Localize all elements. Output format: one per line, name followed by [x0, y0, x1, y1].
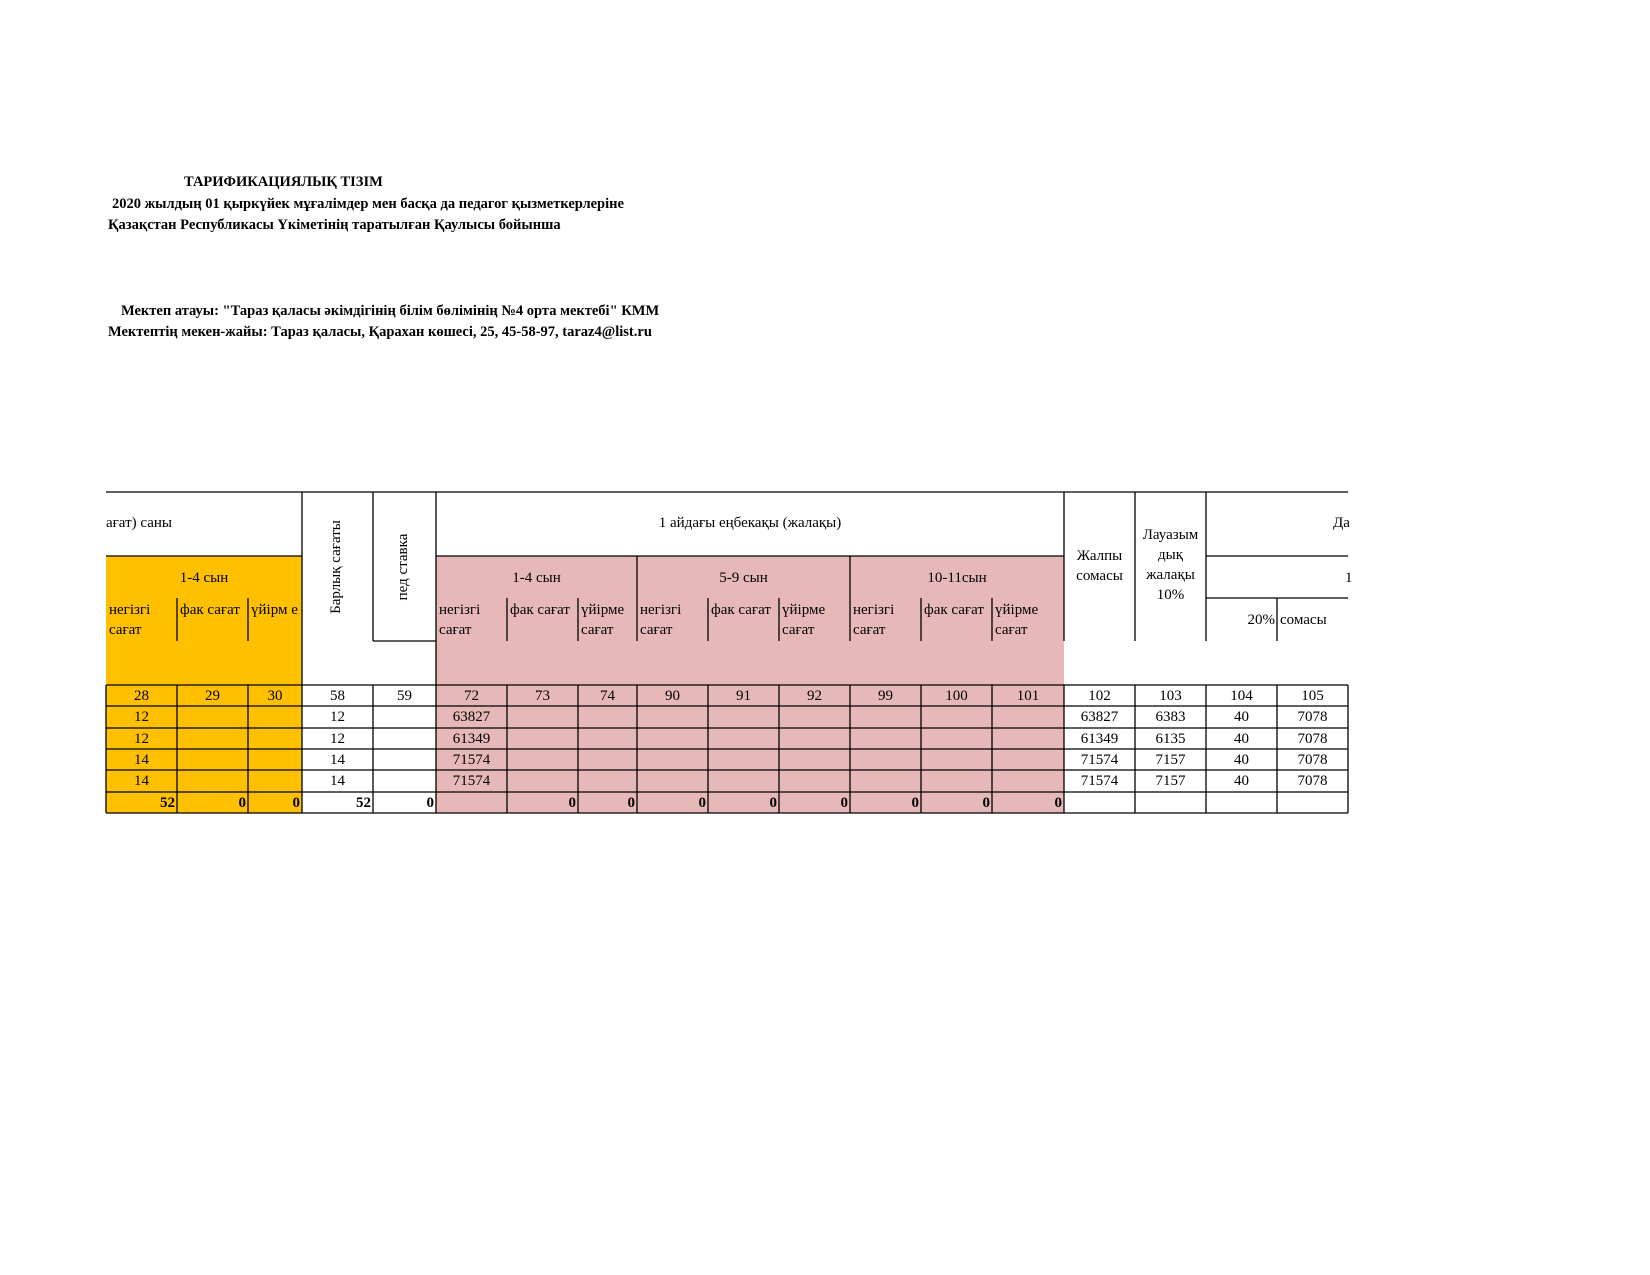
table-cell: 40 [1234, 773, 1249, 789]
table-cell [708, 772, 779, 791]
header-sum: сомасы [1280, 612, 1327, 628]
column-number: 101 [1016, 688, 1040, 704]
table-cell: 14 [134, 752, 149, 768]
table-cell: 7078 [1297, 731, 1328, 747]
sub-fact-hours-2: фак сағат [510, 602, 570, 618]
sub-main-hours-1: негізгі сағат [109, 602, 151, 638]
table-cell: 6383 [1155, 709, 1186, 725]
header-da-cut: Да [1333, 515, 1350, 531]
table-cell [637, 730, 708, 749]
table-cell: 7078 [1297, 773, 1328, 789]
table-cell [850, 751, 921, 770]
table-cell: 40 [1234, 709, 1249, 725]
column-number: 102 [1088, 688, 1111, 704]
sub-main-hours-3: негізгі сағат [640, 602, 682, 638]
header-ped-rate: пед ставка [395, 533, 411, 601]
sub-main-hours-4: негізгі сағат [853, 602, 895, 638]
table-cell: 7157 [1155, 752, 1186, 768]
table-cell [507, 730, 578, 749]
total-cell: 0 [982, 795, 990, 811]
total-cell: 0 [769, 795, 777, 811]
total-cell: 0 [1054, 795, 1062, 811]
table-cell [248, 772, 302, 791]
header-hours-grade: 1-4 сын [179, 570, 229, 586]
table-cell [637, 772, 708, 791]
column-number: 28 [134, 688, 149, 704]
doc-title: ТАРИФИКАЦИЯЛЫҚ ТІЗІМ [184, 174, 383, 190]
table-cell [992, 772, 1064, 791]
total-cell: 0 [840, 795, 848, 811]
table-cell [921, 730, 992, 749]
column-number: 103 [1159, 688, 1182, 704]
sub-club-hours-1: үйірм е [251, 602, 298, 618]
table-cell: 7078 [1297, 752, 1328, 768]
table-cell: 71574 [452, 752, 491, 768]
table-cell [992, 708, 1064, 727]
header-pay-grade-5-9: 5-9 сын [719, 570, 768, 586]
total-cell [436, 794, 507, 813]
table-cell [850, 708, 921, 727]
column-number: 104 [1230, 688, 1253, 704]
header-pay-grade-1-4: 1-4 сын [512, 570, 561, 586]
column-number: 100 [945, 688, 968, 704]
header-monthly-pay: 1 айдағы еңбекақы (жалақы) [658, 515, 842, 531]
column-number: 72 [464, 688, 479, 704]
column-number: 91 [736, 688, 751, 704]
column-number: 58 [330, 688, 345, 704]
total-cell: 0 [911, 795, 919, 811]
table-cell [850, 730, 921, 749]
table-cell: 61349 [1080, 731, 1119, 747]
header-total-hours: Барлық сағаты [328, 520, 344, 614]
table-cell [992, 730, 1064, 749]
table-cell [921, 772, 992, 791]
table-cell [578, 708, 637, 727]
table-cell: 12 [134, 731, 149, 747]
table-cell [850, 772, 921, 791]
table-cell [177, 772, 248, 791]
total-cell: 0 [698, 795, 706, 811]
table-cell: 12 [134, 709, 149, 725]
table-cell: 40 [1234, 731, 1249, 747]
column-number: 90 [665, 688, 680, 704]
total-cell: 0 [238, 795, 246, 811]
table-cell [992, 751, 1064, 770]
table-cell [637, 708, 708, 727]
table-cell [373, 751, 436, 770]
table-cell [578, 751, 637, 770]
table-cell: 14 [330, 752, 345, 768]
table-cell [779, 730, 850, 749]
column-number: 29 [205, 688, 220, 704]
sub-fact-hours-1: фак сағат [180, 602, 240, 618]
table-cell: 14 [330, 773, 345, 789]
table-cell [708, 730, 779, 749]
table-cell: 12 [330, 731, 345, 747]
sub-fact-hours-4: фак сағат [924, 602, 984, 618]
doc-subtitle-1: 2020 жылдың 01 қыркүйек мұғалімдер мен басқа да педагог қызметкерлеріне [112, 196, 624, 212]
table-cell: 12 [330, 709, 345, 725]
sub-fact-hours-3: фак сағат [711, 602, 771, 618]
table-cell [708, 708, 779, 727]
sub-club-hours-3: үйірме сағат [782, 602, 826, 638]
table-cell [507, 772, 578, 791]
sub-main-hours-2: негізгі сағат [439, 602, 481, 638]
total-cell: 52 [356, 795, 371, 811]
table-cell: 63827 [452, 709, 491, 725]
header-pay-grade-10-11: 10-11сын [927, 570, 987, 586]
table-cell: 6135 [1155, 731, 1186, 747]
column-number: 74 [600, 688, 615, 704]
table-cell: 71574 [452, 773, 491, 789]
table-cell [248, 708, 302, 727]
total-cell [1206, 794, 1277, 813]
total-cell: 0 [568, 795, 576, 811]
table-cell: 7157 [1155, 773, 1186, 789]
header-total-sum: Жалпы сомасы [1076, 548, 1123, 584]
table-cell [177, 708, 248, 727]
table-cell [373, 772, 436, 791]
sub-club-hours-2: үйірме сағат [581, 602, 625, 638]
header-hours-count: ағат) саны [106, 515, 172, 531]
column-number: 73 [535, 688, 550, 704]
table-cell: 63827 [1080, 709, 1119, 725]
table-cell: 71574 [1080, 752, 1119, 768]
header-pct-20: 20% [1247, 612, 1275, 628]
table-cell [708, 751, 779, 770]
header-one-cut: 1 [1345, 570, 1353, 586]
column-number: 30 [267, 688, 283, 704]
table-cell: 7078 [1297, 709, 1328, 725]
column-number: 99 [878, 688, 893, 704]
table-cell [779, 772, 850, 791]
table-cell: 71574 [1080, 773, 1119, 789]
table-cell [779, 751, 850, 770]
column-number: 92 [807, 688, 822, 704]
table-cell [578, 730, 637, 749]
total-cell: 0 [627, 795, 635, 811]
total-cell: 0 [426, 795, 434, 811]
table-cell [248, 751, 302, 770]
total-cell [1064, 794, 1135, 813]
column-number: 105 [1301, 688, 1324, 704]
school-name: Мектеп атауы: "Тараз қаласы әкімдігінің білім бөлімінің №4 орта мектебі" КММ [121, 303, 660, 319]
sub-club-hours-4: үйірме сағат [995, 602, 1039, 638]
table-cell [373, 730, 436, 749]
table-cell [921, 708, 992, 727]
table-cell [779, 708, 850, 727]
school-address: Мектептің мекен-жайы: Тараз қаласы, Қарахан көшесі, 25, 45-58-97, taraz4@list.ru [108, 324, 652, 340]
table-cell [507, 708, 578, 727]
table-cell: 40 [1234, 752, 1249, 768]
column-number: 59 [397, 688, 412, 704]
total-cell [1135, 794, 1206, 813]
total-cell [1277, 794, 1348, 813]
table-cell [507, 751, 578, 770]
table-cell [373, 708, 436, 727]
total-cell: 52 [160, 795, 175, 811]
doc-subtitle-2: Қазақстан Республикасы Үкіметінің таратылған Қаулысы бойынша [108, 217, 561, 233]
table-cell [177, 730, 248, 749]
table-cell [921, 751, 992, 770]
table-cell: 61349 [452, 731, 491, 747]
total-cell: 0 [292, 795, 300, 811]
header-position-pay: Лауазым дық жалақы 10% [1142, 527, 1199, 603]
table-cell [177, 751, 248, 770]
table-cell [248, 730, 302, 749]
table-cell: 14 [134, 773, 149, 789]
table-cell [637, 751, 708, 770]
table-cell [578, 772, 637, 791]
